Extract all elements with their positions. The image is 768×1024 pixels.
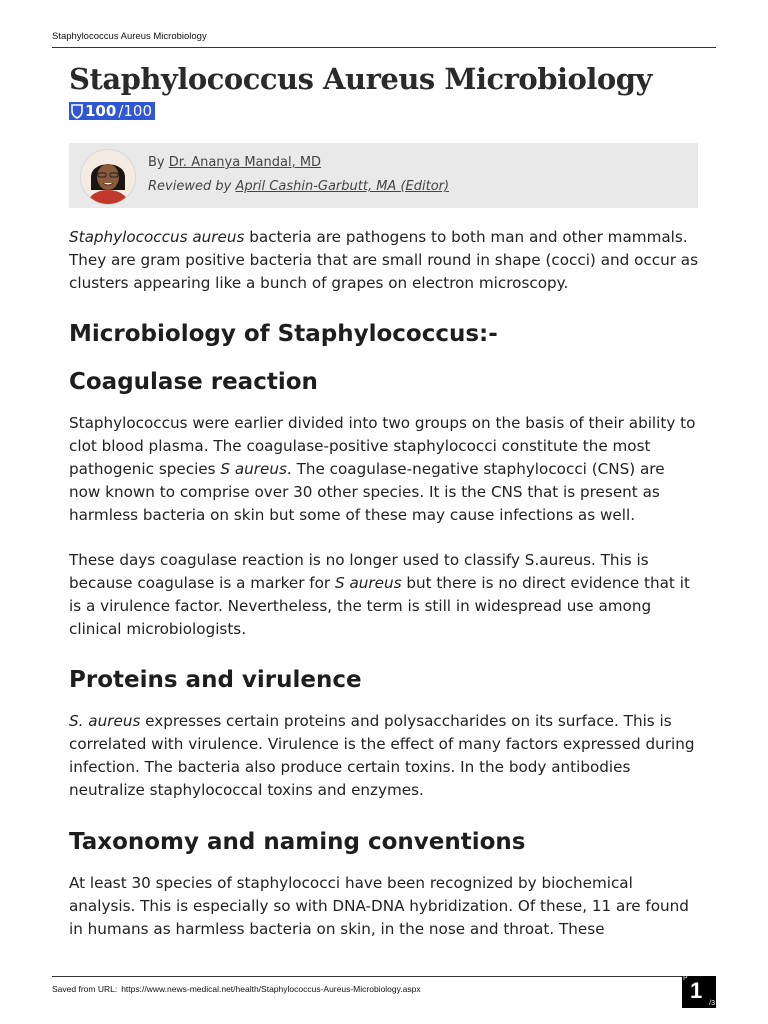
coag-p2-species: S aureus — [335, 574, 402, 592]
rating-score: 100 — [85, 102, 117, 120]
intro-species-name: Staphylococcus aureus — [69, 228, 245, 246]
heading-microbiology: Microbiology of Staphylococcus:- — [69, 321, 498, 347]
section-heading-block — [69, 829, 699, 855]
article-title: Staphylococcus Aureus Microbiology — [69, 62, 652, 96]
reviewer-link[interactable]: April Cashin-Garbutt, MA (Editor) — [235, 179, 450, 194]
author-line — [148, 155, 321, 170]
section-heading-block — [69, 667, 699, 693]
saved-label: Saved from URL: — [52, 984, 118, 994]
coag-p2-text-c: but there is no direct evidence that it is a virulence factor. Nevertheless, the term is still in widespread use among clinical microbiologists. — [69, 574, 690, 638]
footer-divider — [52, 976, 716, 977]
page-prefix: P — [683, 975, 688, 982]
coagulase-paragraph-2-block — [69, 549, 699, 641]
rating-badge — [69, 102, 155, 120]
coagulase-paragraph-2 — [69, 549, 699, 641]
reviewer-line — [148, 179, 449, 194]
section-heading-block — [69, 321, 699, 347]
intro-paragraph-block — [69, 226, 699, 295]
source-url[interactable]: https://www.news-medical.net/health/Staphylococcus-Aureus-Microbiology.aspx — [121, 984, 421, 994]
reviewed-label: Reviewed by — [148, 179, 232, 194]
coag-p2-text-a: These days coagulase reaction is no longer used to classify S.aureus. This is because coagulase is a marker for — [69, 551, 649, 592]
coag-p1-text-c: . The coagulase-negative staphylococci (CNS) are now known to comprise over 30 other species. It is the CNS that is present as harmless bacteria on skin but some of these may cause infections as well. — [69, 460, 665, 524]
page-indicator — [682, 976, 716, 1008]
page-number: 1 — [690, 978, 703, 1003]
coagulase-paragraph-1 — [69, 412, 699, 527]
author-box — [69, 143, 698, 208]
page-total: /3 — [709, 1000, 715, 1007]
shield-icon — [71, 104, 83, 119]
section-heading-block — [69, 369, 699, 395]
author-avatar — [80, 149, 136, 205]
coag-p1-species: S aureus — [220, 460, 287, 478]
intro-text: bacteria are pathogens to both man and other mammals. They are gram positive bacteria that are small round in shape (cocci) and occur as clusters appearing like a bunch of grapes on electron microscopy. — [69, 228, 698, 292]
heading-taxonomy: Taxonomy and naming conventions — [69, 829, 526, 855]
running-header-title: Staphylococcus Aureus Microbiology — [52, 31, 207, 42]
header-divider — [52, 47, 716, 48]
footer-saved-url — [52, 984, 421, 994]
author-link[interactable]: Dr. Ananya Mandal, MD — [168, 155, 322, 170]
coagulase-paragraph-1-block — [69, 412, 699, 527]
intro-paragraph — [69, 226, 699, 295]
taxonomy-paragraph-block — [69, 872, 699, 941]
by-label: By — [148, 155, 165, 170]
proteins-species: S. aureus — [69, 712, 141, 730]
proteins-text: expresses certain proteins and polysaccharides on its surface. This is correlated with virulence. Virulence is the effect of many factors expressed during infection. The bacteria also produce certain toxins. In the body antibodies neutralize staphylococcal toxins and enzymes. — [69, 712, 695, 799]
taxonomy-paragraph: At least 30 species of staphylococci have been recognized by biochemical analysis. This is especially so with DNA-DNA hybridization. Of these, 11 are found in humans as harmless bacteria on skin, in the nose and throat. These — [69, 874, 689, 938]
rating-total: /100 — [118, 102, 152, 120]
heading-coagulase: Coagulase reaction — [69, 369, 318, 395]
proteins-paragraph-block — [69, 710, 699, 802]
coag-p1-text-a: Staphylococcus were earlier divided into two groups on the basis of their ability to clot blood plasma. The coagulase-positive staphylococci constitute the most pathogenic species — [69, 414, 696, 478]
heading-proteins: Proteins and virulence — [69, 667, 362, 693]
proteins-paragraph — [69, 710, 699, 802]
